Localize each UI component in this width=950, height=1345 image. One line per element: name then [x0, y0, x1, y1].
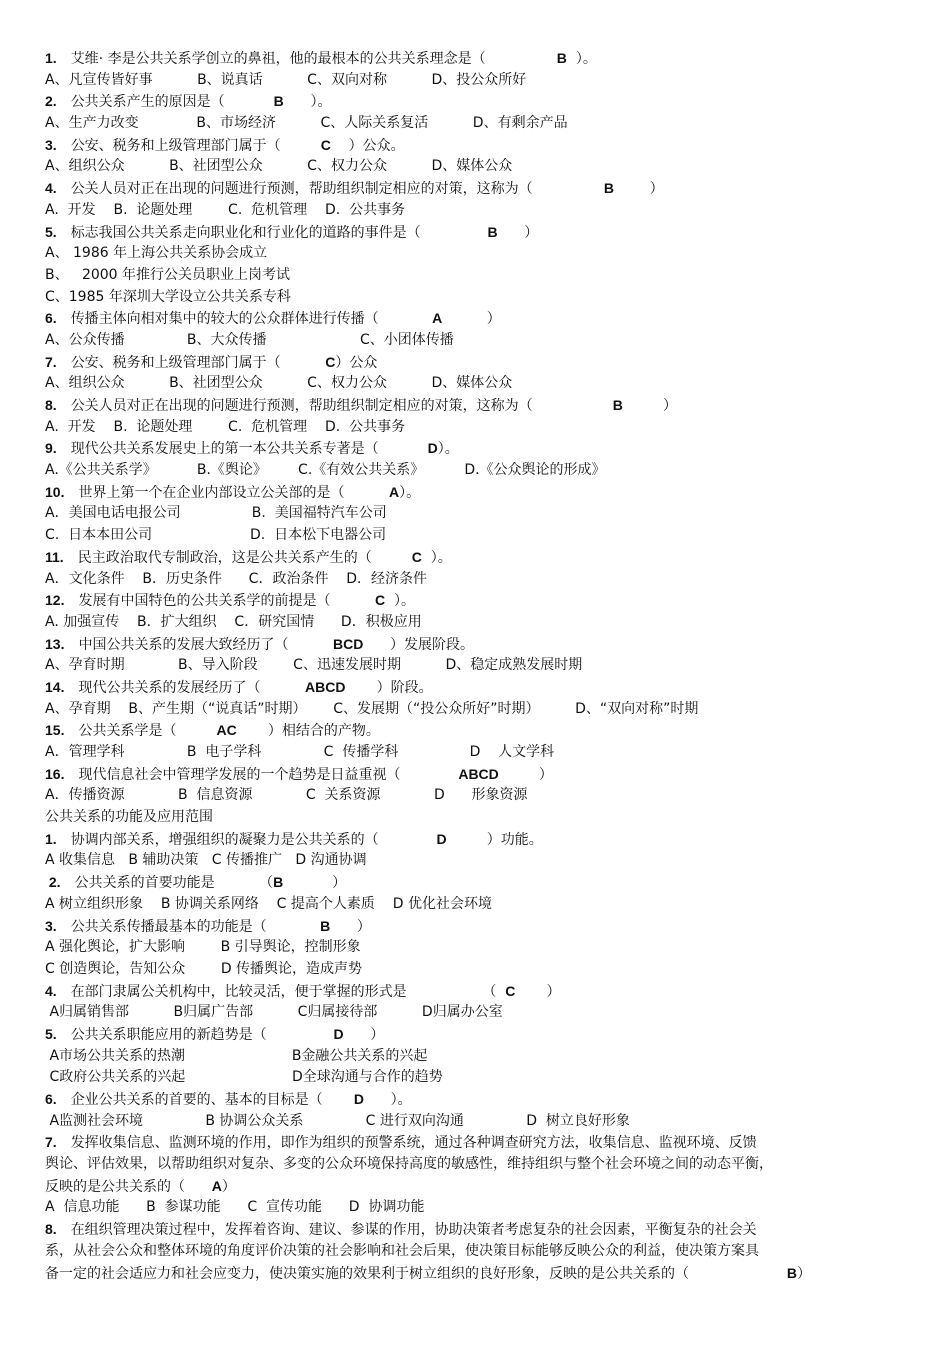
question-text: 公共关系职能应用的新趋势是（	[70, 1026, 334, 1043]
answer-key: B	[487, 223, 498, 240]
question-line	[45, 91, 905, 113]
question-text-end: ）。	[421, 549, 452, 566]
answer-key: AC	[216, 722, 237, 739]
answer-key: B	[273, 93, 284, 110]
question-number: 6.	[45, 1091, 57, 1107]
question-text: 公安、税务和上级管理部门属于（	[70, 137, 321, 154]
question-text: 发挥收集信息、监测环境的作用，即作为组织的预警系统，通过各种调查研究方法，收集信息、监视环境、反馈	[70, 1135, 757, 1152]
question-number: 12.	[45, 592, 65, 609]
question-line	[45, 720, 905, 742]
question-text: 公共关系的首要功能是 （	[74, 875, 274, 892]
question-line	[45, 482, 905, 504]
question-line	[45, 48, 905, 70]
question-text-end: ）	[221, 1178, 236, 1195]
options-line: A、 1986 年上海公共关系协会成立	[45, 245, 268, 262]
question-number: 15.	[45, 722, 65, 739]
document-body	[45, 48, 905, 1284]
question-text: 民主政治取代专制政治，这是公共关系产生的（	[77, 549, 412, 566]
question-number: 9.	[45, 440, 57, 457]
answer-key: D	[333, 1025, 344, 1042]
options-line: 舆论、评估效果，以帮助组织对复杂、多变的公众环境保持高度的敏感性，维持组织与整个社会环境之间的动态平衡，	[45, 1156, 773, 1173]
question-text: 现代公共关系的发展经历了（	[78, 679, 305, 696]
question-line	[45, 590, 905, 612]
options-line: A、组织公众 B、社团型公众 C、权力公众 D、媒体公众	[45, 158, 513, 175]
question-text-end: ）	[614, 181, 664, 198]
question-text: 公共关系产生的原因是（	[70, 94, 274, 111]
answer-key: ABCD	[458, 765, 499, 782]
answer-key: B	[603, 180, 615, 197]
question-line	[45, 1219, 905, 1241]
question-text-end: ）。	[566, 51, 597, 67]
options-line: A. 开发 B. 论题处理 C. 危机管理 D. 公共事务	[45, 418, 406, 435]
options-line: A．管理学科 B 电子学科 C 传播学科 D 人文学科	[45, 744, 555, 760]
question-line	[45, 981, 905, 1003]
question-number: 2.	[45, 874, 61, 891]
question-text: 标志我国公共关系走向职业化和行业化的道路的事件是（	[70, 224, 488, 241]
options-line: A.《公共关系学》 B.《舆论》 C.《有效公共关系》 D.《公众舆论的形成》	[45, 462, 606, 479]
answer-key: D	[353, 1091, 364, 1107]
question-text-end: ）	[442, 311, 501, 328]
question-line	[45, 547, 905, 569]
options-line: C 创造舆论，告知公众 D 传播舆论，造成声势	[45, 960, 363, 977]
question-text-end: ）。	[283, 94, 332, 111]
question-number: 5.	[45, 1025, 57, 1042]
question-line	[45, 1089, 905, 1111]
question-text: 备一定的社会适应力和社会应变力，使决策实施的效果利于树立组织的良好形象，反映的是公共关系的（	[45, 1265, 787, 1282]
question-text: 协调内部关系，增强组织的凝聚力是公共关系的（	[70, 831, 437, 848]
question-line	[45, 1132, 905, 1154]
options-line: A、凡宣传皆好事 B、说真话 C、双向对称 D、投公众所好	[45, 71, 527, 88]
answer-key: C	[374, 592, 386, 609]
options-line: A归属销售部 B归属广告部 C归属接待部 D归属办公室	[45, 1004, 503, 1021]
question-text-end: ）发展阶段。	[363, 636, 475, 653]
question-line	[45, 395, 905, 417]
question-text: 公关人员对正在出现的问题进行预测，帮助组织制定相应的对策，这称为（	[70, 181, 604, 198]
options-line: A 信息功能 B 参谋功能 C 宣传功能 D 协调功能	[45, 1199, 425, 1216]
options-line: A 收集信息 B 辅助决策 C 传播推广 D 沟通协调	[45, 852, 367, 869]
question-number: 7.	[45, 1134, 57, 1151]
question-line	[45, 222, 905, 244]
question-line	[45, 1263, 905, 1285]
question-number: 1.	[45, 50, 57, 66]
question-text-end: ）相结合的产物。	[236, 723, 380, 740]
question-number: 14.	[45, 678, 65, 695]
question-text: 现代公共关系发展史上的第一本公共关系专著是（	[70, 441, 428, 458]
answer-key: C	[320, 136, 331, 153]
question-text: 反映的是公共关系的（	[45, 1178, 212, 1195]
question-number: 8.	[45, 397, 57, 413]
options-line: A. 开发 B. 论题处理 C. 危机管理 D. 公共事务	[45, 201, 406, 218]
question-number: 16.	[45, 765, 65, 782]
options-line: A、生产力改变 B、市场经济 C、人际关系复活 D、有剩余产品	[45, 115, 568, 132]
answer-key: B	[320, 917, 331, 934]
question-number: 2.	[45, 93, 57, 110]
question-text: 传播主体向相对集中的较大的公众群体进行传播（	[70, 311, 433, 328]
question-line	[45, 764, 905, 786]
options-line: B、 2000 年推行公关员职业上岗考试	[45, 266, 291, 283]
question-number: 3.	[45, 136, 57, 153]
question-text-end: ）	[622, 398, 677, 414]
question-text-end: ）。	[399, 484, 421, 501]
answer-key: D	[436, 830, 447, 847]
question-line	[45, 438, 905, 460]
question-text: 公共关系传播最基本的功能是（	[70, 918, 321, 935]
question-text-end: ）	[498, 766, 553, 783]
question-line	[45, 308, 905, 330]
question-number: 3.	[45, 917, 57, 934]
question-line	[45, 829, 905, 851]
options-line: A、公众传播 B、大众传播 C、小团体传播	[45, 331, 454, 348]
options-line: A、孕育时期 B、导入阶段 C、迅速发展时期 D、稳定成熟发展时期	[45, 657, 583, 674]
question-text-end: ）	[797, 1265, 812, 1282]
question-text: 公安、税务和上级管理部门属于（	[70, 354, 326, 371]
question-number: 4.	[45, 982, 57, 999]
question-number: 13.	[45, 635, 65, 652]
question-line	[45, 135, 905, 157]
question-text-end: ）	[497, 224, 539, 241]
question-text-end: ）	[283, 875, 347, 892]
question-number: 4.	[45, 180, 57, 197]
options-line: 系，从社会公众和整体环境的角度评价决策的社会影响和社会后果，使决策目标能够反映公众的利益，使决策方案具	[45, 1242, 759, 1259]
answer-key: A	[211, 1177, 222, 1194]
question-text: 公共关系学是（	[78, 723, 217, 740]
question-line	[45, 872, 905, 894]
answer-key: B	[786, 1264, 798, 1281]
question-text: 现代信息社会中管理学发展的一个趋势是日益重视（	[78, 766, 459, 783]
options-line: 公共关系的功能及应用范围	[45, 809, 213, 826]
answer-key: ABCD	[304, 678, 346, 695]
question-number: 7.	[45, 353, 57, 370]
options-line: A监测社会环境 B 协调公众关系 C 进行双向沟通 D 树立良好形象	[45, 1112, 630, 1129]
options-line: A. 加强宣传 B．扩大组织 C．研究国情 D．积极应用	[45, 613, 422, 630]
options-line: C. 日本本田公司 D. 日本松下电器公司	[45, 527, 387, 544]
options-line: A．文化条件 B．历史条件 C．政治条件 D．经济条件	[45, 570, 428, 587]
question-text: 发展有中国特色的公共关系学的前提是（	[78, 593, 375, 610]
options-line: C、1985 年深圳大学设立公共关系专科	[45, 288, 291, 305]
answer-key: BCD	[332, 635, 364, 652]
options-line: A．美国电话电报公司 B. 美国福特汽车公司	[45, 505, 387, 522]
question-number: 1.	[45, 830, 57, 847]
question-line	[45, 1176, 905, 1198]
question-text-end: ）公众	[335, 354, 378, 371]
question-text-end: ）阶段。	[345, 679, 433, 696]
question-text-end: ）	[343, 1026, 385, 1043]
question-text: 艾维· 李是公共关系学创立的鼻祖，他的最根本的公共关系理念是（	[70, 51, 557, 67]
options-line: A 树立组织形象 B 协调关系网络 C 提高个人素质 D 优化社会环境	[45, 895, 492, 912]
answer-key: B	[556, 50, 567, 66]
question-text-end: ）功能。	[446, 831, 543, 848]
question-text-end: ）公众。	[330, 137, 405, 154]
answer-key: C	[411, 548, 422, 565]
options-line: A、孕育期 B、产生期（“说真话”时期） C、发展期（“投公众所好”时期） D、“双向对称”时期	[45, 700, 699, 717]
question-text-end: ）	[515, 983, 561, 1000]
question-line	[45, 916, 905, 938]
question-number: 5.	[45, 223, 57, 240]
question-line	[45, 634, 905, 656]
question-text: 在部门隶属公关机构中，比较灵活，便于掌握的形式是 （	[70, 983, 506, 1000]
question-text: 中国公共关系的发展大致经历了（	[78, 636, 333, 653]
answer-key: C	[505, 982, 516, 999]
options-line: C政府公共关系的兴起 D全球沟通与合作的趋势	[45, 1069, 443, 1086]
options-line: A市场公共关系的热潮 B金融公共关系的兴起	[45, 1047, 428, 1064]
question-line	[45, 178, 905, 200]
question-number: 6.	[45, 310, 57, 327]
answer-key: A	[432, 310, 443, 327]
question-text-end: ）。	[437, 441, 459, 458]
question-line	[45, 1024, 905, 1046]
question-number: 11.	[45, 548, 64, 565]
question-text: 企业公共关系的首要的、基本的目标是（	[70, 1092, 354, 1108]
question-text-end: ）。	[385, 593, 416, 610]
answer-key: A	[388, 483, 400, 500]
question-text-end: ）。	[363, 1092, 412, 1108]
options-line: A、组织公众 B、社团型公众 C、权力公众 D、媒体公众	[45, 375, 513, 392]
question-line	[45, 677, 905, 699]
question-text: 公关人员对正在出现的问题进行预测，帮助组织制定相应的对策，这称为（	[70, 398, 613, 414]
answer-key: D	[427, 440, 438, 457]
options-line: A．传播资源 B 信息资源 C 关系资源 D 形象资源	[45, 787, 528, 804]
question-text: 世界上第一个在企业内部设立公关部的是（	[78, 484, 389, 501]
question-number: 8.	[45, 1221, 57, 1238]
answer-key: B	[273, 874, 284, 891]
answer-key: B	[612, 397, 623, 413]
question-text-end: ）	[330, 918, 371, 935]
question-text: 在组织管理决策过程中，发挥着咨询、建议、参谋的作用，协助决策者考虑复杂的社会因素，平衡复杂的社会关	[70, 1222, 757, 1239]
options-line: A 强化舆论，扩大影响 B 引导舆论，控制形象	[45, 939, 361, 956]
answer-key: C	[325, 353, 336, 370]
question-number: 10.	[45, 483, 65, 500]
question-line	[45, 352, 905, 374]
